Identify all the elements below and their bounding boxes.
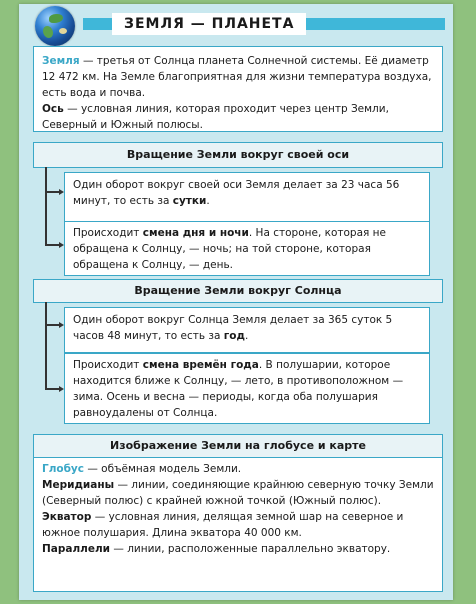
year-term: год — [223, 330, 245, 342]
seasons-text-end: . В полушарии, которое находится ближе к Солнцу, — лето, в противоположном — зима. Осень и весна — периоды, когда оба полушария равноудалены от Солнца. — [73, 359, 404, 419]
day-rotation-text-part: Один оборот вокруг своей оси Земля делает за 23 часа 56 минут, то есть за — [73, 179, 400, 207]
day-night-term: смена дня и ночи — [142, 227, 249, 239]
earth-definition — [42, 53, 434, 101]
connector-line — [45, 167, 47, 245]
info-sheet — [19, 4, 453, 600]
seasons-term: смена времён года — [142, 359, 259, 371]
page-title: ЗЕМЛЯ — ПЛАНЕТА — [112, 13, 306, 35]
globe-text: — объёмная модель Земли. — [84, 463, 242, 475]
intro-box — [33, 46, 443, 132]
seasons-text-part: Происходит — [73, 359, 143, 371]
meridians-definition — [42, 477, 434, 509]
equator-text: — условная линия, делящая земной шар на северное и южное полушария. Длина экватора 40 000 км. — [42, 511, 404, 539]
section-heading-axis-rotation: Вращение Земли вокруг своей оси — [33, 142, 443, 168]
year-rotation-text-end: . — [244, 330, 249, 342]
day-night-text-end: . На стороне, которая не обращена к Солнцу, — ночь; на той стороне, которая обращена к Солнцу, — день. — [73, 227, 387, 271]
parallels-term: Параллели — [42, 543, 111, 555]
seasons-box — [64, 353, 430, 424]
connector-line — [45, 302, 47, 389]
year-rotation-text — [73, 312, 421, 344]
earth-term: Земля — [42, 55, 80, 67]
equator-term: Экватор — [42, 511, 92, 523]
section-heading-sun-rotation: Вращение Земли вокруг Солнца — [33, 279, 443, 303]
globe-term: Глобус — [42, 463, 84, 475]
day-rotation-text-end: . — [206, 195, 210, 207]
equator-definition — [42, 509, 434, 541]
year-rotation-box — [64, 307, 430, 353]
parallels-definition — [42, 541, 434, 557]
day-night-text-part: Происходит — [73, 227, 143, 239]
globe-icon — [35, 6, 75, 46]
earth-text: — третья от Солнца планета Солнечной системы. Её диаметр 12 472 км. На Земле благоприятная для жизни температура воздуха, есть вода и почва. — [42, 55, 432, 99]
day-night-box — [64, 221, 430, 276]
day-term: сутки — [172, 195, 207, 207]
section-heading-globe-map: Изображение Земли на глобусе и карте — [34, 435, 442, 458]
seasons-text — [73, 357, 421, 421]
meridians-term: Меридианы — [42, 479, 115, 491]
day-night-text — [73, 225, 421, 273]
axis-text: — условная линия, которая проходит через центр Земли, Северный и Южный полюсы. — [42, 103, 389, 131]
axis-term: Ось — [42, 103, 64, 115]
year-rotation-text-part: Один оборот вокруг Солнца Земля делает за 365 суток 5 часов 48 минут, то есть за — [73, 314, 393, 342]
meridians-text: — линии, соединяющие крайнюю северную точку Земли (Северный полюс) с крайней южной точкой (Южный полюс). — [42, 479, 434, 507]
day-rotation-text — [73, 177, 421, 209]
parallels-text: — линии, расположенные параллельно экватору. — [110, 543, 391, 555]
globe-map-box — [33, 434, 443, 592]
day-rotation-box — [64, 172, 430, 222]
globe-definition — [42, 461, 434, 477]
axis-definition — [42, 101, 434, 133]
